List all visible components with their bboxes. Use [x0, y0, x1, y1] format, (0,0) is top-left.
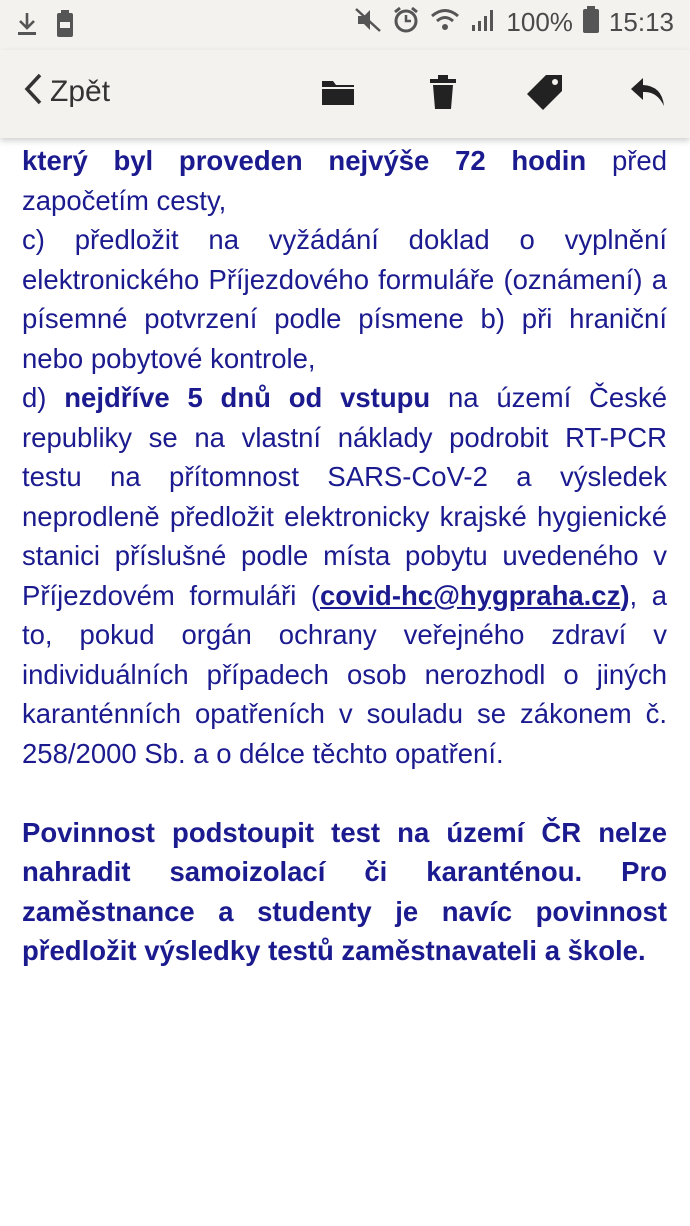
status-bar — [0, 0, 690, 50]
item-d — [22, 378, 667, 773]
wifi-icon — [430, 7, 460, 38]
text: před započetím cesty, — [22, 145, 667, 216]
text: na území České republiky se na vlastní náklady podrobit RT-PCR testu na přítomnost SARS-CoV-2 a výsledek neprodleně předložit elektronicky krajské hygienické stanici příslušné podle místa pobytu uvedeného v Příjezdovém formuláři ( — [22, 382, 667, 611]
alarm-icon — [392, 6, 420, 39]
email-link[interactable]: covid-hc@hygpraha.cz — [320, 579, 621, 611]
signal-icon — [470, 7, 496, 38]
paragraph-b-end — [22, 141, 667, 220]
folder-icon — [320, 77, 356, 112]
delete-button[interactable] — [419, 70, 467, 118]
battery-percent: 100% — [506, 7, 573, 37]
reply-icon — [629, 76, 667, 113]
status-left — [16, 10, 74, 43]
move-to-folder-button[interactable] — [314, 70, 362, 118]
bold-text: který byl proveden nejvýše 72 hodin — [22, 145, 587, 176]
bold-text: ) — [620, 579, 630, 611]
trash-icon — [429, 74, 457, 115]
bold-text: nejdříve 5 dnů od vstupu — [64, 382, 431, 413]
toolbar — [0, 50, 690, 138]
spacer — [22, 773, 667, 813]
download-icon — [16, 11, 38, 42]
battery-full-icon — [56, 10, 74, 43]
text: d) — [22, 382, 65, 413]
chevron-left-icon — [22, 72, 44, 111]
status-right — [354, 6, 674, 39]
item-c: c) předložit na vyžádání doklad o vyplnění elektronického Příjezdového formuláře (oznámení) a písemné potvrzení podle písmene b) při hraniční nebo pobytové kontrole, — [22, 224, 667, 374]
email-body — [22, 141, 667, 971]
clock: 15:13 — [608, 7, 674, 37]
battery-icon — [583, 6, 599, 39]
final-paragraph: Povinnost podstoupit test na území ČR nelze nahradit samoizolací či karanténou. Pro zaměstnance a studenty je navíc povinnost předložit výsledky testů zaměstnavateli a škole. — [22, 816, 667, 966]
tag-button[interactable] — [521, 70, 569, 118]
reply-button[interactable] — [624, 70, 672, 118]
mute-icon — [354, 7, 382, 38]
tag-icon — [526, 73, 564, 116]
text: , a to, pokud orgán ochrany veřejného zdraví v individuálních případech osob nerozhodl o jiných karanténních opatřeních v souladu se zákonem č. 258/2000 Sb. a o délce těchto opatření. — [22, 579, 667, 769]
back-label: Zpět — [50, 74, 111, 108]
back-button[interactable] — [22, 72, 110, 111]
